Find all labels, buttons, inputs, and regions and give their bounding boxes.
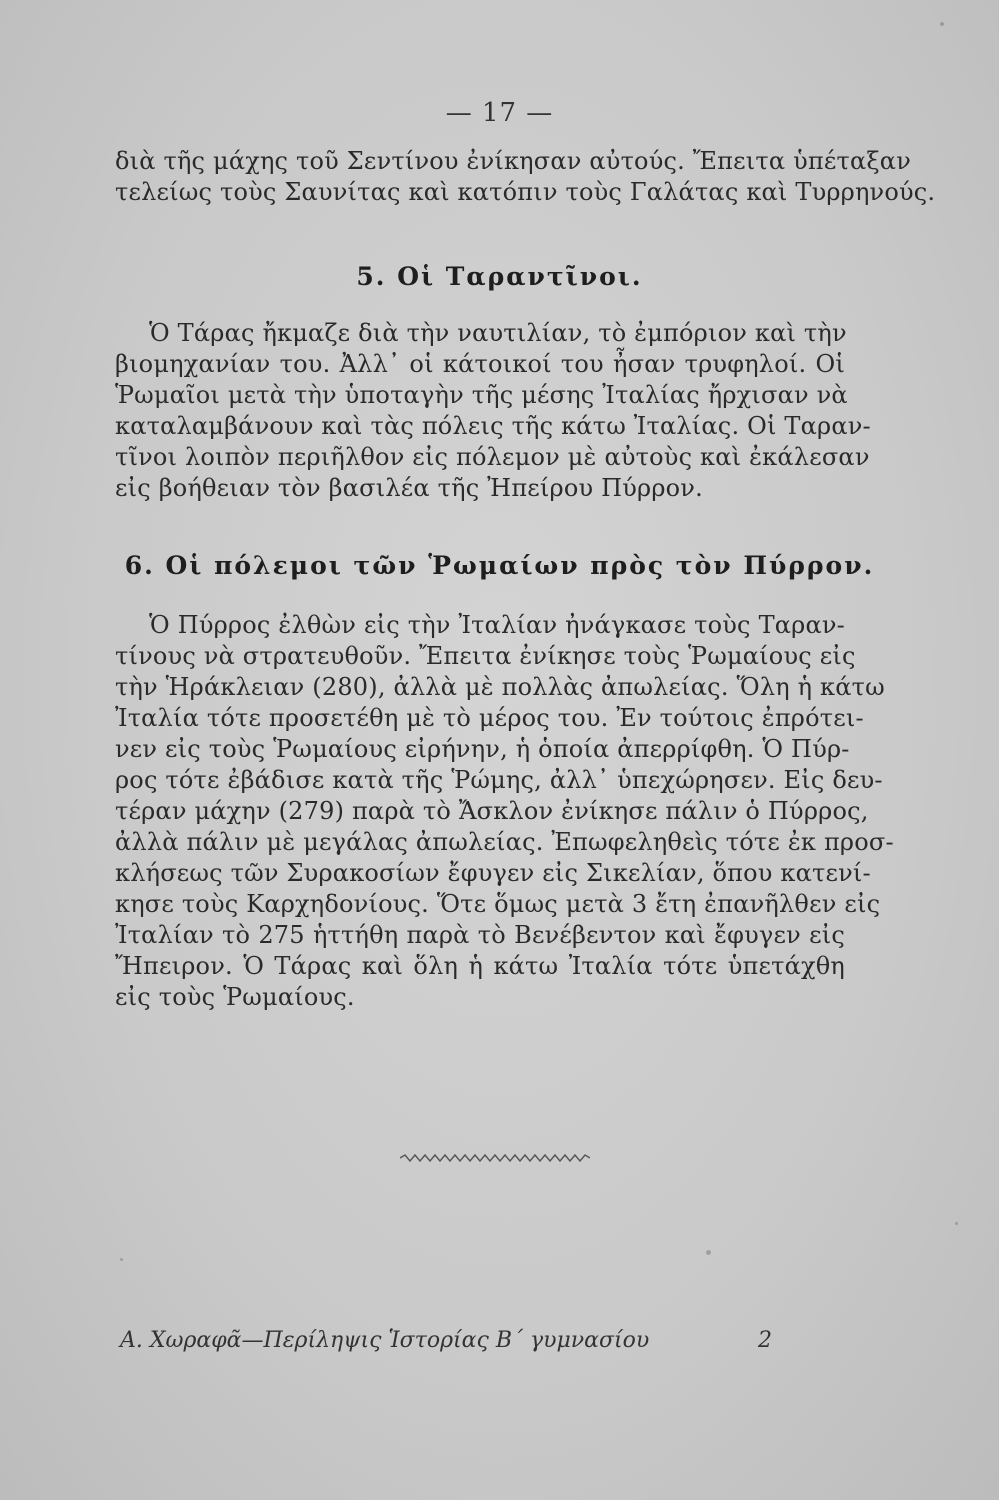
text-line: νεν εἰς τοὺς Ῥωμαίους εἰρήνην, ἡ ὁποία ἀπερρίφθη. Ὁ Πύρ- [115, 735, 850, 763]
text-line: Ἤπειρον. Ὁ Τάρας καὶ ὅλη ἡ κάτω Ἰταλία τότε ὑπετάχθη [115, 952, 845, 980]
text-line: Ὁ Τάρας ἤκμαζε διὰ τὴν ναυτιλίαν, τὸ ἐμπόριον καὶ τὴν [149, 319, 847, 347]
page-number: — 17 — [445, 98, 554, 128]
text-line: εἰς βοήθειαν τὸν βασιλέα τῆς Ἠπείρου Πύρρον. [115, 474, 703, 502]
text-line: βιομηχανίαν του. Ἀλλ᾽ οἱ κάτοικοί του ἦσαν τρυφηλοί. Οἱ [115, 350, 845, 378]
signature-mark: 2 [758, 1328, 772, 1353]
text-line: κησε τοὺς Καρχηδονίους. Ὅτε ὅμως μετὰ 3 ἔτη ἐπανῆλθεν εἰς [115, 890, 881, 918]
text-line: τὴν Ἡράκλειαν (280), ἀλλὰ μὲ πολλὰς ἀπωλείας. Ὅλη ἡ κάτω [115, 673, 885, 701]
text-line: Ἰταλία τότε προσετέθη μὲ τὸ μέρος του. Ἐν τούτοις ἐπρότει- [115, 704, 864, 732]
text-line: Ὁ Πύρρος ἐλθὼν εἰς τὴν Ἰταλίαν ἠνάγκασε τοὺς Ταραν- [149, 611, 845, 639]
text-line: διὰ τῆς μάχης τοῦ Σεντίνου ἐνίκησαν αὐτούς. Ἔπειτα ὑπέταξαν [115, 147, 912, 175]
paper-speck [120, 1258, 123, 1261]
text-line: κλήσεως τῶν Συρακοσίων ἔφυγεν εἰς Σικελίαν, ὅπου κατενί- [115, 859, 871, 887]
footer-title: Α. Χωραφᾶ—Περίληψις Ἱστορίας Β΄ γυμνασίου [120, 1328, 650, 1353]
intro-paragraph [115, 146, 936, 208]
section-6-paragraph [115, 610, 894, 1013]
ornamental-divider [400, 1152, 590, 1164]
section-5-paragraph [115, 318, 871, 504]
text-line: εἰς τοὺς Ῥωμαίους. [115, 983, 355, 1011]
text-line: τέραν μάχην (279) παρὰ τὸ Ἄσκλον ἐνίκησε πάλιν ὁ Πύρρος, [115, 797, 869, 825]
section-6-heading: 6. Οἱ πόλεμοι τῶν Ῥωμαίων πρὸς τὸν Πύρρον. [124, 551, 875, 580]
paper-speck [940, 22, 944, 26]
text-line: καταλαμβάνουν καὶ τὰς πόλεις τῆς κάτω Ἰταλίας. Οἱ Ταραν- [115, 412, 871, 440]
text-line: Ῥωμαῖοι μετὰ τὴν ὑποταγὴν τῆς μέσης Ἰταλίας ἤρχισαν νὰ [115, 381, 848, 409]
text-line: τίνους νὰ στρατευθοῦν. Ἔπειτα ἐνίκησε τοὺς Ῥωμαίους εἰς [115, 642, 856, 670]
paper-speck [706, 1250, 711, 1255]
text-line: ἀλλὰ πάλιν μὲ μεγάλας ἀπωλείας. Ἐπωφεληθεὶς τότε ἐκ προσ- [115, 828, 894, 856]
section-5-heading: 5. Οἱ Ταραντῖνοι. [356, 262, 643, 291]
text-line: Ἰταλίαν τὸ 275 ἡττήθη παρὰ τὸ Βενέβεντον καὶ ἔφυγεν εἰς [115, 921, 845, 949]
text-line: ρος τότε ἐβάδισε κατὰ τῆς Ῥώμης, ἀλλ᾽ ὑπεχώρησεν. Εἰς δευ- [115, 766, 883, 794]
text-line: τῖνοι λοιπὸν περιῆλθον εἰς πόλεμον μὲ αὐτοὺς καὶ ἐκάλεσαν [115, 443, 870, 471]
text-line: τελείως τοὺς Σαυνίτας καὶ κατόπιν τοὺς Γαλάτας καὶ Τυρρηνούς. [115, 178, 936, 206]
paper-speck [955, 1222, 958, 1225]
